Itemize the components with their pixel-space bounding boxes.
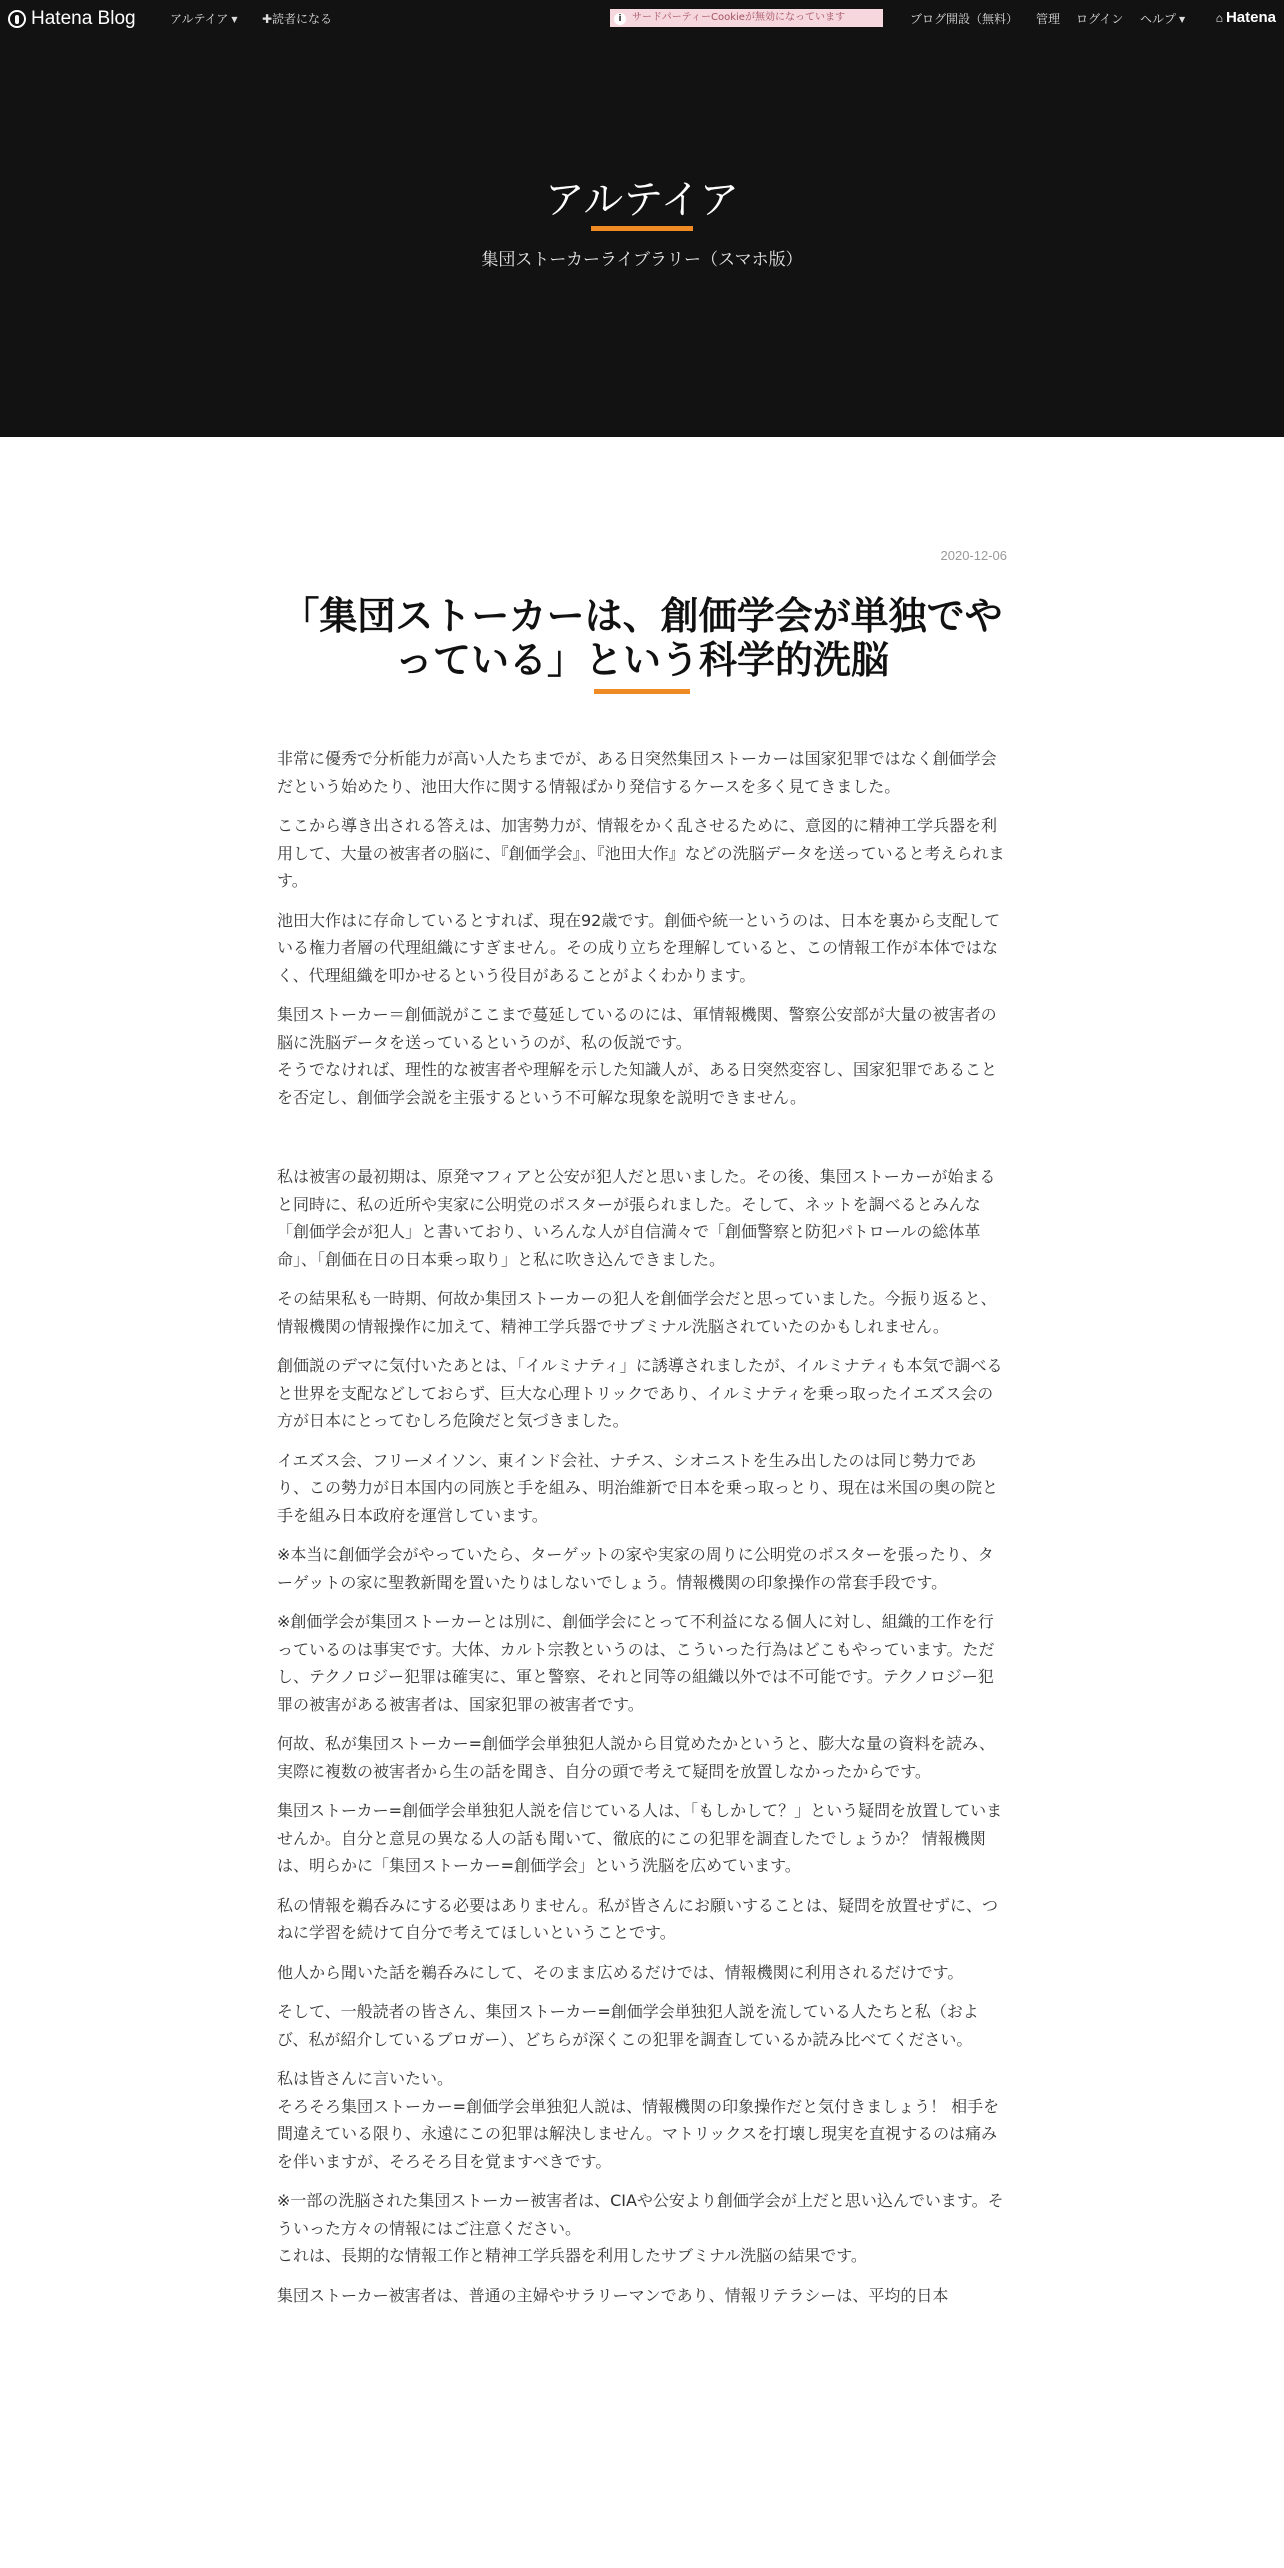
paragraph: ※創価学会が集団ストーカーとは別に、創価学会にとって不利益になる個人に対し、組織的工作を行っているのは事実です。大体、カルト宗教というのは、こういった行為はどこもやっています。ただし、テクノロジー犯罪は確実に、軍と警察、それと同等の組織以外では不可能です。テクノロジー犯罪の被害がある被害者は、国家犯罪の被害者です。: [277, 1612, 995, 1714]
subscribe-label: ✚読者になる: [262, 12, 333, 26]
paragraph: 集団ストーカー=創価学会単独犯人説を信じている人は、「もしかして？」という疑問を放置していませんか。自分と意見の異なる人の話も聞いて、徹底的にこの犯罪を調査したでしょうか？ 情報機関は、明らかに「集団ストーカー=創価学会」という洗脳を広めています。: [277, 1801, 1003, 1875]
blog-menu-dropdown[interactable]: [170, 10, 237, 27]
entry-content: [277, 745, 1007, 2321]
caret-down-icon: ▼: [231, 15, 238, 24]
paragraph: ※一部の洗脳された集団ストーカー被害者は、CIAや公安より創価学会が上だと思い込んでいます。そういった方々の情報にはご注意ください。 これは、長期的な情報工作と精神工学兵器を利用したサブミナル洗脳の結果です。: [277, 2191, 1004, 2265]
paragraph: 他人から聞いた話を鵜呑みにして、そのまま広めるだけでは、情報機関に利用されるだけです。: [277, 1962, 964, 1982]
hatena-brand-text: Hatena: [1225, 9, 1276, 26]
paragraph: 私は被害の最初期は、原発マフィアと公安が犯人だと思いました。その後、集団ストーカーが始まると同時に、私の近所や実家に公明党のポスターが張られました。そして、ネットを調べるとみんな「創価学会が犯人」と書いており、いろんな人が自信満々で「創価警察と防犯パトロールの総体革命」、「創価在日の日本乗っ取り」と私に吹き込んできました。: [277, 1167, 996, 1269]
cookie-notice[interactable]: [610, 9, 883, 27]
blog-header: [0, 38, 1284, 437]
paragraph: 創価説のデマに気付いたあとは、「イルミナティ」に誘導されましたが、イルミナティも本気で調べると世界を支配などしておらず、巨大な心理トリックであり、イルミナティを乗っ取ったイエズス会の方が日本にとってむしろ危険だと気づきました。: [277, 1356, 1003, 1430]
paragraph: ※本当に創価学会がやっていたら、ターゲットの家や実家の周りに公明党のポスターを張ったり、ターゲットの家に聖教新聞を置いたりはしないでしょう。情報機関の印象操作の常套手段です。: [277, 1545, 994, 1592]
paragraph: イエズス会、フリーメイソン、東インド会社、ナチス、シオニストを生み出したのは同じ勢力であり、この勢力が日本国内の同族と手を組み、明治維新で日本を乗っ取っとり、現在は米国の奥の院と手を組み日本政府を運営しています。: [277, 1450, 998, 1525]
hatena-brand-link[interactable]: [1216, 9, 1276, 26]
login-link[interactable]: ログイン: [1076, 12, 1124, 26]
hatena-blog-logo[interactable]: [8, 7, 136, 31]
admin-link[interactable]: 管理: [1036, 12, 1061, 26]
info-icon: i: [614, 13, 626, 25]
entry-title-underline: [594, 689, 690, 694]
logo-text: Hatena Blog: [31, 8, 136, 29]
paragraph: ここから導き出される答えは、加害勢力が、情報をかく乱させるために、意図的に精神工学兵器を利用して、大量の被害者の脳に、『創価学会』、『池田大作』などの洗脳データを送っていると考えられます。: [277, 816, 1005, 890]
entry-title[interactable]: 「集団ストーカーは、創価学会が単独でやっている」という科学的洗脳: [281, 594, 1003, 682]
help-dropdown[interactable]: [1140, 10, 1185, 27]
hatena-hat-icon: ⌂: [1215, 10, 1223, 25]
blog-menu-label: アルテイア: [170, 12, 229, 26]
subscribe-button[interactable]: [262, 10, 332, 27]
paragraph: 池田大作はに存命しているとすれば、現在92歳です。創価や統一というのは、日本を裏から支配している権力者層の代理組織にすぎません。その成り立ちを理解していると、この情報工作が本体ではなく、代理組織を叩かせるという役目があることがよくわかります。: [277, 910, 1001, 985]
blog-signup-link[interactable]: ブログ開設（無料）: [910, 12, 1019, 26]
paragraph: 集団ストーカー被害者は、普通の主婦やサラリーマンであり、情報リテラシーは、平均的日本: [277, 2285, 949, 2305]
paragraph: 私の情報を鵜呑みにする必要はありません。私が皆さんにお願いすることは、疑問を放置せずに、つねに学習を続けて自分で考えてほしいということです。: [277, 1895, 998, 1942]
global-header: [0, 0, 1284, 38]
help-label: ヘルプ: [1140, 12, 1177, 26]
cookie-notice-text: サードパーティーCookieが無効になっています: [632, 12, 845, 23]
hatena-logo-icon: [8, 10, 26, 28]
blog-title[interactable]: アルテイア: [544, 177, 740, 223]
paragraph: 集団ストーカー＝創価説がここまで蔓延しているのには、軍情報機関、警察公安部が大量の被害者の脳に洗脳データを送っているというのが、私の仮説です。 そうでなければ、理性的な被害者や理解を示した知識人が、ある日突然変容し、国家犯罪であることを否定し、創価学会説を主張するという不可解な現象を説明できません。: [277, 1005, 998, 1107]
paragraph: その結果私も一時期、何故か集団ストーカーの犯人を創価学会だと思っていました。今振り返ると、情報機関の情報操作に加えて、精神工学兵器でサブミナル洗脳されていたのかもしれません。: [277, 1289, 997, 1336]
title-underline: [591, 226, 693, 231]
paragraph: 何故、私が集団ストーカー=創価学会単独犯人説から目覚めたかというと、膨大な量の資料を読み、実際に複数の被害者から生の話を聞き、自分の頭で考えて疑問を放置しなかったからです。: [277, 1734, 996, 1781]
paragraph: 非常に優秀で分析能力が高い人たちまでが、ある日突然集団ストーカーは国家犯罪ではなく創価学会だという始めたり、池田大作に関する情報ばかり発信するケースを多く見てきました。: [277, 749, 997, 796]
blank-line: [277, 1123, 1007, 1163]
paragraph: 私は皆さんに言いたい。 そろそろ集団ストーカー=創価学会単独犯人説は、情報機関の印象操作だと気付きましょう！ 相手を間違えている限り、永遠にこの犯罪は解決しません。マトリックスを打壊し現実を直視するのは痛みを伴いますが、そろそろ目を覚ますべきです。: [277, 2069, 1000, 2171]
blog-description: 集団ストーカーライブラリー（スマホ版）: [481, 250, 803, 270]
paragraph: そして、一般読者の皆さん、集団ストーカー=創価学会単独犯人説を流している人たちと私（および、私が紹介しているブロガー）、どちらが深くこの犯罪を調査しているか読み比べてください。: [277, 2002, 979, 2049]
caret-down-icon: ▼: [1179, 15, 1186, 24]
entry-date[interactable]: 2020-12-06: [940, 548, 1007, 563]
